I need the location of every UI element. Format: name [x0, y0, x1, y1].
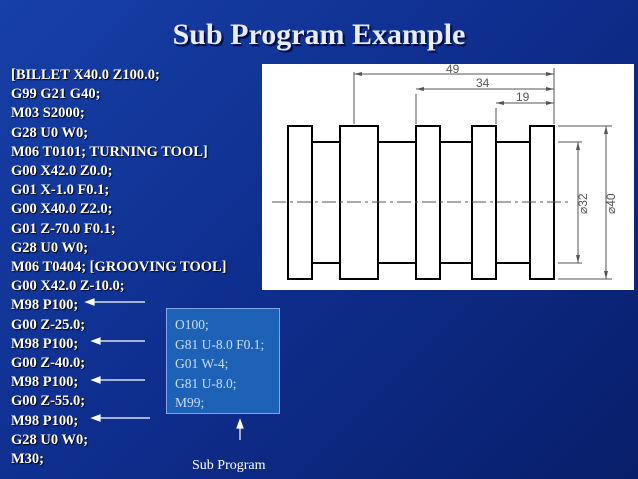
sub-program-box [166, 308, 280, 414]
code-line: G00 X40.0 Z2.0; [11, 201, 113, 218]
code-line: G00 X42.0 Z0.0; [11, 163, 113, 180]
code-line: G01 X-1.0 F0.1; [11, 182, 110, 199]
code-line: G01 Z-70.0 F0.1; [11, 220, 116, 237]
dim-label-d32: ⌀32 [576, 193, 590, 214]
code-line-subcall: M98 P100; [11, 412, 79, 429]
arrowhead [546, 101, 554, 105]
code-line: [BILLET X40.0 Z100.0; [11, 67, 160, 83]
up-arrow-icon [237, 420, 243, 428]
sub-code-line: G81 U-8.0 F0.1; [175, 336, 265, 352]
arrowhead [354, 72, 362, 76]
dim-label-d40: ⌀40 [604, 193, 618, 214]
code-line: M06 T0404; [GROOVING TOOL] [11, 259, 227, 276]
sub-program-label: Sub Program [192, 458, 266, 473]
code-line: G00 X42.0 Z-10.0; [11, 278, 125, 295]
code-line: G00 Z-40.0; [11, 355, 86, 372]
code-line: M30; [11, 451, 45, 468]
code-line-subcall: M98 P100; [11, 297, 79, 314]
arrowhead [604, 126, 608, 134]
arrowhead [576, 142, 580, 150]
code-line: G99 G21 G40; [11, 86, 101, 103]
code-line: G28 U0 W0; [11, 431, 89, 448]
dim-label-19: 19 [516, 90, 530, 104]
arrowhead [604, 271, 608, 279]
code-line-subcall: M98 P100; [11, 335, 79, 352]
dim-label-49: 49 [446, 64, 460, 76]
code-line: M06 T0101; TURNING TOOL] [11, 143, 208, 160]
sub-code-line: O100; [175, 317, 209, 332]
code-line: M03 S2000; [11, 105, 85, 122]
shaft-drawing-svg [262, 64, 634, 290]
code-line: G00 Z-55.0; [11, 393, 86, 410]
arrowhead [546, 72, 554, 76]
arrowhead [546, 87, 554, 91]
code-line: G28 U0 W0; [11, 239, 89, 256]
arrowhead [576, 255, 580, 263]
dim-label-34: 34 [476, 76, 490, 90]
part-drawing [262, 64, 634, 290]
arrowhead [496, 101, 504, 105]
sub-code-line: G01 W-4; [175, 356, 229, 372]
slide-title: Sub Program Example [172, 18, 466, 51]
arrowhead [416, 87, 424, 91]
sub-code-line: M99; [175, 395, 205, 411]
code-line: G00 Z-25.0; [11, 316, 86, 333]
code-line-subcall: M98 P100; [11, 374, 79, 391]
sub-code-line: G81 U-8.0; [175, 375, 237, 391]
code-line: G28 U0 W0; [11, 124, 89, 141]
